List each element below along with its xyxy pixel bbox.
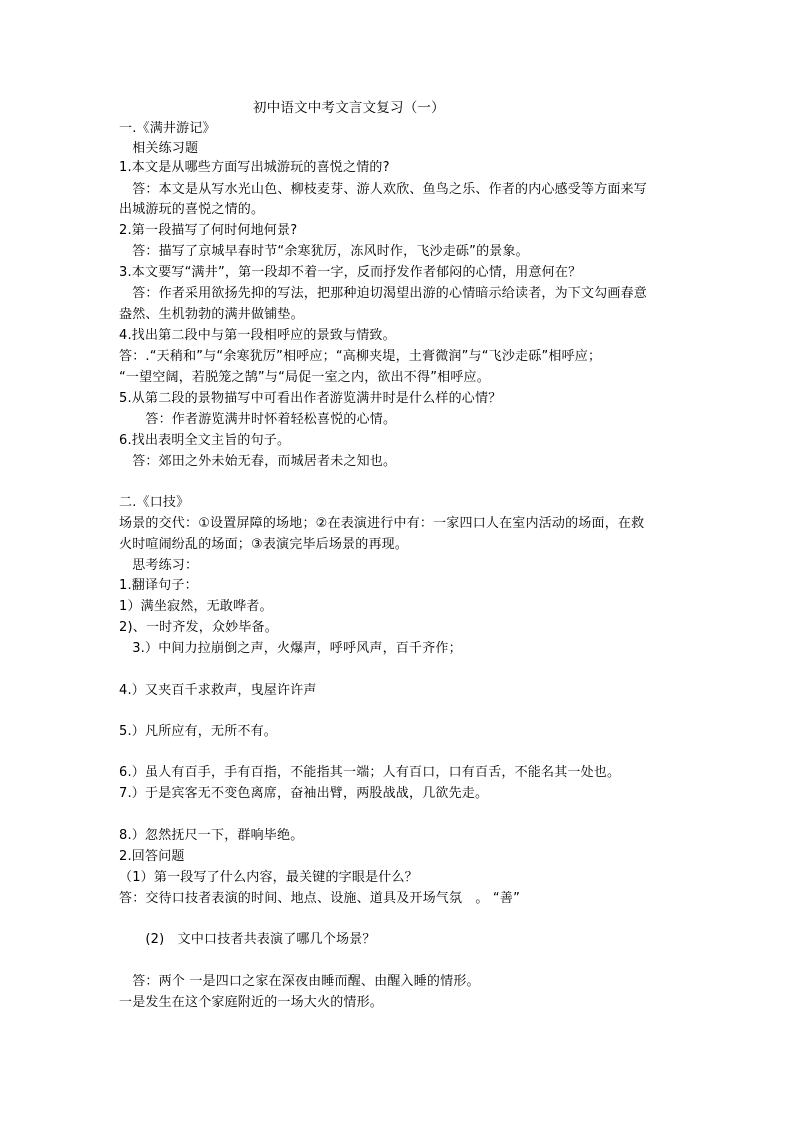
question-5: 5.从第二段的景物描写中可看出作者游览满井时是什么样的心情？: [119, 391, 502, 406]
subheading-thinking-exercises: 思考练习：: [119, 558, 199, 573]
kouji-question-1: （1）第一段写了什么内容，最关键的字眼是什么？: [119, 870, 418, 885]
question-4: 4.找出第二段中与第一段相呼应的景致与情致。: [119, 328, 396, 343]
translate-item-3: 3.）中间力拉崩倒之声，火爆声，呼呼风声，百千齐作；: [119, 641, 462, 656]
answer-2: 答：描写了京城早春时节“余寒犹厉，冻风时作，飞沙走砾”的景象。: [119, 244, 529, 259]
answer-1-line-2: 出城游玩的喜悦之情的。: [119, 202, 265, 217]
question-3: 3.本文要写“满井”，第一段却不着一字，反而抒发作者郁闷的心情，用意何在？: [119, 265, 582, 280]
answer-questions-heading: 2.回答问题: [119, 849, 185, 864]
translate-item-4: 4.）又夹百千求救声，曳屋许许声: [119, 683, 317, 698]
translate-item-1: 1）满坐寂然，无敢哗者。: [119, 599, 273, 614]
kouji-answer-1: 答：交待口技者表演的时间、地点、设施、道具及开场气氛 。 “善”: [119, 891, 521, 906]
document-title: 初中语文中考文言文复习（一）: [253, 100, 445, 116]
question-1: 1.本文是从哪些方面写出城游玩的喜悦之情的?: [119, 160, 390, 175]
question-6: 6.找出表明全文主旨的句子。: [119, 433, 291, 448]
question-2: 2.第一段描写了何时何地何景?: [119, 223, 298, 238]
answer-3-line-2: 盎然、生机勃勃的满井做铺垫。: [119, 307, 304, 322]
answer-3-line-1: 答：作者采用欲扬先抑的写法，把那种迫切渴望出游的心情暗示给读者，为下文勾画春意: [119, 286, 648, 301]
translate-heading: 1.翻译句子：: [119, 578, 198, 593]
answer-4-line-1: 答：.“天稍和”与“余寒犹厉”相呼应；“高柳夹堤，土膏微润”与“飞沙走砾”相呼应；: [119, 349, 602, 364]
scene-description-line-2: 火时喧闹纷乱的场面；③表演完毕后场景的再现。: [119, 537, 409, 552]
translate-item-6: 6.）虽人有百手，手有百指，不能指其一端；人有百口，口有百舌，不能名其一处也。: [119, 765, 621, 780]
section-heading-kouji: 二.《口技》: [119, 495, 190, 510]
translate-item-8: 8.）忽然抚尺一下，群响毕绝。: [119, 828, 304, 843]
kouji-question-2: (2) 文中口技者共表演了哪几个场景？: [119, 932, 376, 947]
answer-4-line-2: “一望空阔，若脱笼之鹄”与“局促一室之内，欲出不得”相呼应。: [119, 370, 490, 385]
answer-6: 答：郊田之外未始无春，而城居者未之知也。: [119, 454, 397, 469]
translate-item-7: 7.）于是宾客无不变色离席，奋袖出臂，两股战战，几欲先走。: [119, 786, 489, 801]
translate-item-2: 2)、一时齐发，众妙毕备。: [119, 620, 278, 635]
answer-1-line-1: 答：本文是从写水光山色、柳枝麦芽、游人欢欣、鱼鸟之乐、作者的内心感受等方面来写: [119, 182, 648, 197]
answer-5: 答：作者游览满井时怀着轻松喜悦的心情。: [119, 412, 397, 427]
kouji-answer-2-line-1: 答：两个 一是四口之家在深夜由睡而醒、由醒入睡的情形。: [119, 974, 480, 989]
kouji-answer-2-line-2: 一是发生在这个家庭附近的一场大火的情形。: [119, 995, 384, 1010]
section-heading-manjing: 一.《满井游记》: [119, 121, 216, 136]
subheading-exercises: 相关练习题: [119, 141, 199, 156]
scene-description-line-1: 场景的交代：①设置屏障的场地；②在表演进行中有：一家四口人在室内活动的场面，在救: [119, 516, 645, 531]
translate-item-5: 5.）凡所应有，无所不有。: [119, 724, 278, 739]
